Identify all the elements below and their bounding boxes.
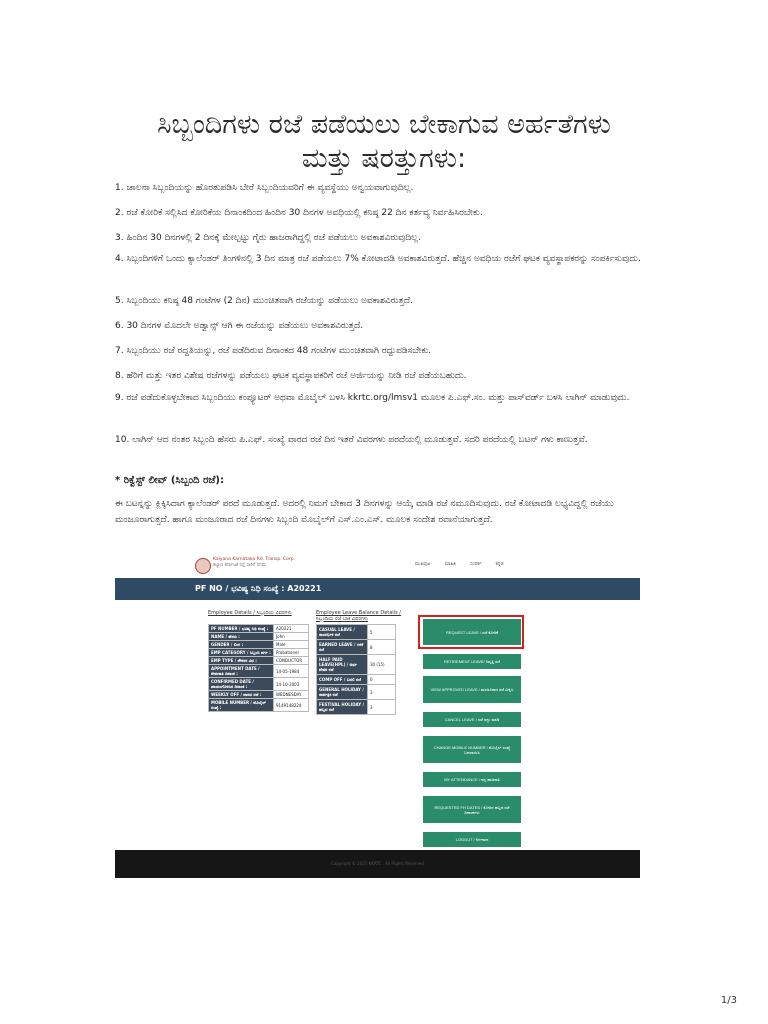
table-row (317, 685, 396, 700)
rule-item-6: 6. 30 ದಿನಗಳ ಮೊದಲೇ ಅಡ್ವಾನ್ಸ್ ಆಗಿ ಈ ರಜೆಯನ್ನು ಪಡೆಯಲು ಅವಕಾಶವಿರುತ್ತದೆ. (115, 321, 364, 331)
requested-fh-dates-button[interactable]: REQUESTED FH DATES / ಕೋರಿದ ಹಬ್ಬದ ರಜೆ ದಿನಾಂಕಗಳು (423, 796, 521, 823)
top-nav-home[interactable]: ಮುಖಪುಟ (415, 562, 431, 567)
portal-footer (115, 850, 640, 878)
my-attendance-button[interactable]: MY ATTENDANCE / ನನ್ನ ಹಾಜರಾತಿ (423, 772, 521, 787)
table-row (209, 691, 309, 699)
row-value: 5 (368, 625, 396, 640)
top-nav-info[interactable]: ಮಾಹಿತಿ (444, 562, 456, 567)
row-key: PF NUMBER / ಭವಿಷ್ಯ ನಿಧಿ ಸಂಖ್ಯೆ : (209, 625, 274, 633)
row-value: 3 (368, 685, 396, 700)
table-row (317, 640, 396, 655)
row-key: CONFIRMED DATE / ಖಾಯಂಗೊಳಿಸಿದ ದಿನಾಂಕ : (209, 678, 274, 691)
pf-number-heading: PF NO / ಭವಿಷ್ಯ ನಿಧಿ ಸಂಖ್ಯೆ : A20221 (195, 584, 322, 593)
rule-item-10: 10. ಲಾಗಿನ್ ಆದ ನಂತರ ಸಿಬ್ಬಂದಿ ಹೆಸರು ಪಿ.ಎಫ್. ಸಂಖ್ಯೆ ವಾರದ ರಜೆ ದಿನ ಇತರೆ ವಿವರಗಳು ಪರದೆಯಲ್ಲಿ ಮೂಡುತ್ತವೆ. ಸದರಿ ಪರದೆಯಲ್ಲಿ ಬಟನ್ ಗಳು ಕಾಣುತ್ತವೆ. (115, 435, 588, 445)
row-key: GENDER / ಲಿಂಗ : (209, 641, 274, 649)
portal-navbar (115, 578, 640, 600)
row-key: EMP TYPE / ನೌಕರರ ವಿಧ : (209, 657, 274, 665)
row-value: John (274, 633, 309, 641)
request-leave-heading: * ರಿಕ್ವೆಸ್ಟ್ ಲೀವ್ (ಸಿಬ್ಬಂದಿ ರಜೆ): (115, 475, 224, 486)
table-row (209, 625, 309, 633)
logout-button[interactable]: LOGOUT / ನಿರ್ಗಮನ (423, 832, 521, 847)
rule-item-2: 2. ರಜೆ ಕೋರಿಕೆ ಸಲ್ಲಿಸಿದ ಕೋರಿಕೆಯ ದಿನಾಂಕದಿಂದ ಹಿಂದಿನ 30 ದಿನಗಳ ಅವಧಿಯಲ್ಲಿ ಕನಿಷ್ಠ 22 ದಿನ ಕರ್ತವ್ಯ ನಿರ್ವಹಿಸಿರಬೇಕು. (115, 208, 483, 218)
top-nav-language[interactable]: ಕನ್ನಡ (495, 562, 504, 567)
row-key: MOBILE NUMBER / ಮೊಬೈಲ್ ಸಂಖ್ಯೆ : (209, 699, 274, 712)
row-value: 14-10-2003 (274, 678, 309, 691)
row-value: Probationer (274, 649, 309, 657)
row-key: HALF PAID LEAVE(HPL) / ಅರ್ಧ ವೇತನ ರಜೆ (317, 655, 368, 675)
table-row (317, 700, 396, 715)
portal-logo-title: Kalyana Karnataka Rd. Transp. Corp. (213, 557, 296, 562)
table-row (317, 675, 396, 685)
page-number: 1/3 (720, 995, 737, 1006)
portal-screenshot (115, 552, 640, 878)
leave-balance-label: Employee Leave Balance Details / ಸಿಬ್ಬಂದಿಯ ರಜೆ ಬಾಕಿ ವಿವರಗಳು (316, 610, 401, 622)
employee-details-label: Employee Details / ಸಿಬ್ಬಂದಿಯ ವಿವರಗಳು (208, 610, 292, 616)
table-row (209, 699, 309, 712)
footer-copyright: Copyright © 2021 KKRTC . All Rights Reserved (331, 861, 424, 866)
row-value: 9149148224 (274, 699, 309, 712)
table-row (209, 641, 309, 649)
cancel-leave-button[interactable]: CANCEL LEAVE / ರಜೆ ರದ್ದು ಮಾಡಿ (423, 712, 521, 727)
rule-item-9: 9. ರಜೆ ಪಡೆದುಕೊಳ್ಳಬೇಕಾದ ಸಿಬ್ಬಂದಿಯು ಕಂಪ್ಯೂಟರ್ ಅಥವಾ ಮೊಬೈಲ್ ಬಳಸಿ kkrtc.org/lmsv1 ಮೂಲಕ ಪಿ.ಎಫ್.ಸಂ. ಮತ್ತು ಪಾಸ್‌ವರ್ಡ್ ಬಳಸಿ ಲಾಗಿನ್ ಮಾಡುವುದು. (115, 393, 630, 403)
rule-item-1: 1. ಚಾಲನಾ ಸಿಬ್ಬಂದಿಯನ್ನು ಹೊರತುಪಡಿಸಿ ಬೇರೆ ಸಿಬ್ಬಂದಿಯವರಿಗೆ ಈ ವ್ಯವಸ್ಥೆಯು ಅನ್ವಯವಾಗುವುದಿಲ್ಲ. (115, 183, 414, 193)
table-row (209, 657, 309, 665)
rule-item-4: 4. ಸಿಬ್ಬಂದಿಗಳಿಗೆ ಒಂದು ಕ್ಯಾಲೆಂಡರ್ ತಿಂಗಳಿನಲ್ಲಿ 3 ದಿನ ಮಾತ್ರ ರಜೆ ಪಡೆಯಲು 7% ಕೋಟಾದಡಿ ಅವಕಾಶವಿರುತ್ತದೆ. ಹೆಚ್ಚಿನ ಅವಧಿಯ ರಜೆಗೆ ಘಟಕ ವ್ಯವಸ್ಥಾಪಕರನ್ನು ಸಂಪರ್ಕಿಸುವುದು. (115, 254, 641, 264)
rule-item-3: 3. ಹಿಂದಿನ 30 ದಿನಗಳಲ್ಲಿ 2 ದಿನಕ್ಕೆ ಮೇಲ್ಪಟ್ಟು ಗೈರು ಹಾಜರಾಗಿದ್ದಲ್ಲಿ ರಜೆ ಪಡೆಯಲು ಅವಕಾಶವಿರುವುದಿಲ್ಲ. (115, 233, 421, 243)
row-value: 8 (368, 640, 396, 655)
row-key: CASUAL LEAVE / ಸಾಂದರ್ಭಿಕ ರಜೆ (317, 625, 368, 640)
portal-logo-subtitle: ಕಲ್ಯಾಣ ಕರ್ನಾಟಕ ರಸ್ತೆ ಸಾರಿಗೆ ನಿಗಮ (213, 562, 266, 568)
row-key: COMP OFF / ಬದಲಿ ರಜೆ (317, 675, 368, 685)
retirement-leave-button[interactable]: RETIREMENT LEAVE/ ನಿವೃತ್ತಿ ರಜೆ (423, 654, 521, 669)
row-key: WEEKLY OFF / ವಾರದ ರಜೆ : (209, 691, 274, 699)
document-title-line-1: ಸಿಬ್ಬಂದಿಗಳು ರಜೆ ಪಡೆಯಲು ಬೇಕಾಗುವ ಅರ್ಹತೆಗಳು (157, 109, 611, 140)
row-key: EARNED LEAVE / ಗಳಿಕೆ ರಜೆ (317, 640, 368, 655)
row-key: APPOINTMENT DATE / ನೇಮಕಾತಿ ದಿನಾಂಕ : (209, 665, 274, 678)
row-key: EMP CATEGORY / ಸಿಬ್ಬಂದಿ ವರ್ಗ : (209, 649, 274, 657)
table-row (209, 665, 309, 678)
rule-item-8: 8. ಹೆರಿಗೆ ಮತ್ತು ಇತರ ವಿಶೇಷ ರಜೆಗಳನ್ನು ಪಡೆಯಲು ಘಟಕ ವ್ಯವಸ್ಥಾಪಕರಿಗೆ ರಜೆ ಅರ್ಜಿಯನ್ನು ನೀಡಿ ರಜೆ ಪಡೆಯಬಹುದು. (115, 371, 467, 381)
table-row (317, 655, 396, 675)
rule-item-7: 7. ಸಿಬ್ಬಂದಿಯು ರಜೆ ರದ್ದತಿಯನ್ನು, ರಜೆ ಪಡೆದಿರುವ ದಿನಾಂಕದ 48 ಗಂಟೆಗಳ ಮುಂಚಿತವಾಗಿ ರದ್ದುಪಡಿಸಬೇಕು. (115, 346, 432, 356)
table-row (317, 625, 396, 640)
row-value: 0 (368, 675, 396, 685)
table-row (209, 633, 309, 641)
document-title-line-2: ಮತ್ತು ಷರತ್ತುಗಳು: (301, 143, 467, 174)
row-value: 3 (368, 700, 396, 715)
portal-logo-text (213, 557, 303, 568)
table-row (209, 678, 309, 691)
kkrtc-logo-icon (195, 558, 211, 574)
rule-item-5: 5. ಸಿಬ್ಬಂದಿಯು ಕನಿಷ್ಠ 48 ಗಂಟೆಗಳ (2 ದಿನ) ಮುಂಚಿತವಾಗಿ ರಜೆಯನ್ನು ಪಡೆಯಲು ಅವಕಾಶವಿರುತ್ತದೆ. (115, 296, 413, 306)
row-value: 14-05-1984 (274, 665, 309, 678)
request-leave-button[interactable]: REQUEST LEAVE / ರಜೆ ಕೋರಿಕೆ (423, 619, 521, 645)
row-key: GENERAL HOLIDAY / ಸಾರ್ವತ್ರಿಕ ರಜೆ (317, 685, 368, 700)
portal-top-nav (415, 561, 504, 567)
table-row (209, 649, 309, 657)
row-key: NAME / ಹೆಸರು : (209, 633, 274, 641)
row-value: 30 (15) (368, 655, 396, 675)
row-value: A20221 (274, 625, 309, 633)
view-approved-leave-button[interactable]: VIEW APPROVED LEAVE / ಮಂಜೂರಾದ ರಜೆ ವೀಕ್ಷಿಸಿ (423, 676, 521, 703)
top-nav-contact[interactable]: ಸಂಪರ್ಕ (469, 562, 482, 567)
row-value: CONDUCTOR (274, 657, 309, 665)
employee-details-table (208, 624, 309, 712)
row-value: Male (274, 641, 309, 649)
portal-header (115, 552, 640, 578)
request-leave-description: ಈ ಬಟನ್ನನ್ನು ಕ್ಲಿಕ್ಕಿಸಿದಾಗ ಕ್ಯಾಲೆಂಡರ್ ಪರದೆ ಮೂಡುತ್ತದೆ. ಅದರಲ್ಲಿ ನಿಮಗೆ ಬೇಕಾದ 3 ದಿನಗಳನ್ನು ಆಯ್ಕೆ ಮಾಡಿ ರಜೆ ನಮೂದಿಸುವುದು. ರಜೆ ಕೋಟಾದಡಿ ಲಭ್ಯವಿದ್ದಲ್ಲಿ ರಜೆಯು ಮಂಜೂರಾಗುತ್ತದೆ. ಹಾಗೂ ಮಂಜೂರಾದ ರಜೆ ದಿನಗಳು ಸಿಬ್ಬಂದಿ ಮೊಬೈಲ್‌ಗೆ ಎಸ್.ಎಂ.ಎಸ್. ಮೂಲಕ ಸಂದೇಶ ರವಾನೆಯಾಗುತ್ತದೆ. (115, 499, 614, 525)
row-value: WEDNESDAY (274, 691, 309, 699)
document-title (80, 108, 688, 176)
leave-balance-table (316, 624, 396, 715)
row-key: FESTIVAL HOLIDAY / ಹಬ್ಬದ ರಜೆ (317, 700, 368, 715)
change-mobile-number-button[interactable]: CHANGE MOBILE NUMBER / ಮೊಬೈಲ್ ಸಂಖ್ಯೆ ಬದಲಾಯಿಸಿ (423, 736, 521, 763)
